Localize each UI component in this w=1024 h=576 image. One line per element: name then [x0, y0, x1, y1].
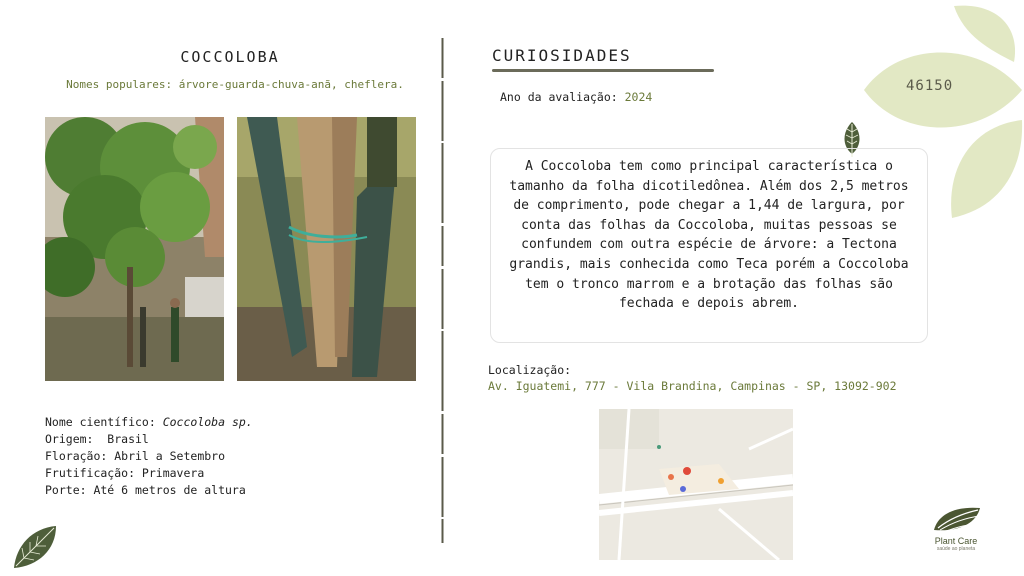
- brand-name: Plant Care: [934, 536, 978, 546]
- location-label: Localização:: [488, 363, 572, 377]
- curiosities-text: A Coccoloba tem como principal característica o tamanho da folha dicotiledônea. Além dos 2,5 metros de comprimento, pode chegar a 1,44 de largura, por conta das folhas da Coccoloba, muitas pessoas se confundem com outra espécie de árvore: a Tectona grandis, mais conhecida como Teca porém a Coccoloba tem o tronco marrom e a brotação das folhas são fechada e depois abrem.: [490, 148, 928, 343]
- tree-photo: [45, 117, 224, 381]
- location-map[interactable]: [599, 409, 793, 560]
- divider: [441, 38, 444, 543]
- flowering: Floração: Abril a Setembro: [45, 449, 226, 463]
- trunk-photo: [237, 117, 416, 381]
- plant-title: COCCOLOBA: [180, 48, 280, 66]
- popular-names: Nomes populares: árvore-guarda-chuva-anã, cheflera.: [66, 78, 404, 91]
- location: [488, 362, 897, 394]
- origin: Origem: Brasil: [45, 432, 149, 446]
- brand-tagline: saúde ao planeta: [936, 546, 976, 552]
- size: Porte: Até 6 metros de altura: [45, 483, 246, 497]
- title-underline: [492, 69, 714, 72]
- location-address: Av. Iguatemi, 777 - Vila Brandina, Campinas - SP, 13092-902: [488, 379, 897, 393]
- scientific-name: Nome científico: Coccoloba sp.: [45, 415, 253, 429]
- leaf-logo-icon: [930, 504, 982, 534]
- brand-logo: [922, 504, 990, 552]
- badge-number: 46150: [906, 78, 954, 94]
- fruiting: Frutificação: Primavera: [45, 466, 205, 480]
- curiosities-title: CURIOSIDADES: [492, 46, 632, 65]
- plant-info: [45, 414, 253, 499]
- evaluation-year: Ano da avaliação: 2024: [500, 90, 653, 104]
- leaf-icon: [10, 524, 60, 572]
